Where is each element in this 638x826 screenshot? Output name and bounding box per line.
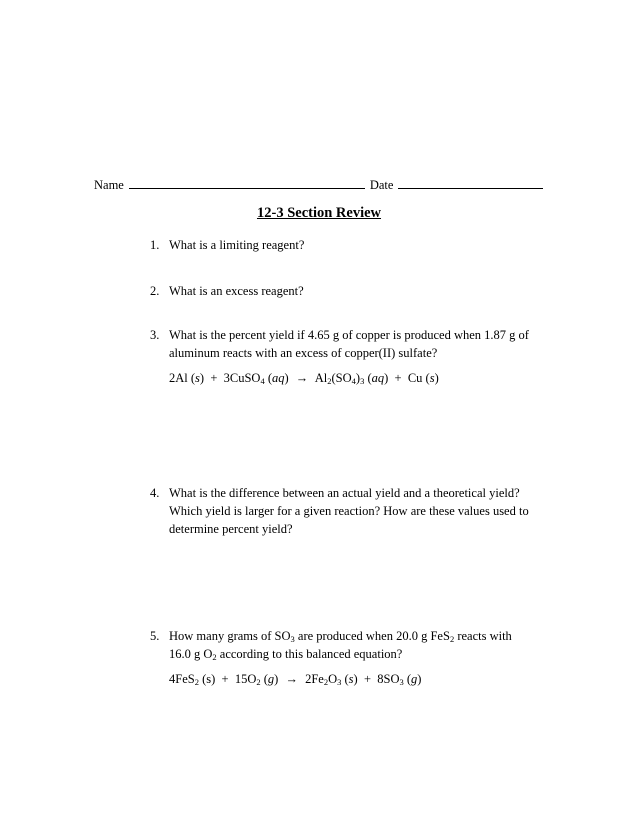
question-3	[150, 326, 535, 362]
question-number: 5.	[150, 629, 160, 643]
question-number: 1.	[150, 238, 160, 252]
question-1	[150, 236, 550, 254]
question-text: How many grams of $SO_3$ are produced when 20.0 g FeS$_2$ reacts with 16.0 g $O_2$ according to this balanced equation?	[169, 629, 512, 662]
name-label: Name	[94, 178, 124, 192]
name-date-line	[94, 176, 544, 193]
question-text: What is the difference between an actual yield and a theoretical yield? Which yield is larger for a given reaction? How are these values used to determine percent yield?	[169, 486, 529, 536]
question-number: 3.	[150, 328, 160, 342]
question-number: 4.	[150, 486, 160, 500]
question-text: What is the percent yield if 4.65 g of copper is produced when 1.87 g of aluminum reacts with an excess of copper(II) sulfate?	[169, 328, 529, 360]
question-5	[150, 627, 535, 663]
question-4	[150, 484, 535, 538]
question-2	[150, 282, 550, 300]
question-text: What is an excess reagent?	[169, 284, 304, 298]
equation-aluminum-copper-sulfate: 2Al (s) + 3CuSO$_4$ $(aq) \to Al_2(SO_4)_3$ (aq) + Cu (s)	[169, 371, 439, 386]
question-text: What is a limiting reagent?	[169, 238, 305, 252]
date-label: Date	[369, 178, 394, 192]
equation-iron-sulfide-oxygen: 4FeS$_2$ $(s) + 15O_2$ $(g) \to 2Fe_2O_3$ $(s) + 8SO_3$ (g)	[169, 672, 422, 687]
name-field[interactable]	[129, 176, 365, 189]
date-field[interactable]	[398, 176, 543, 189]
page-title: 12-3 Section Review	[256, 205, 382, 221]
question-number: 2.	[150, 284, 160, 298]
